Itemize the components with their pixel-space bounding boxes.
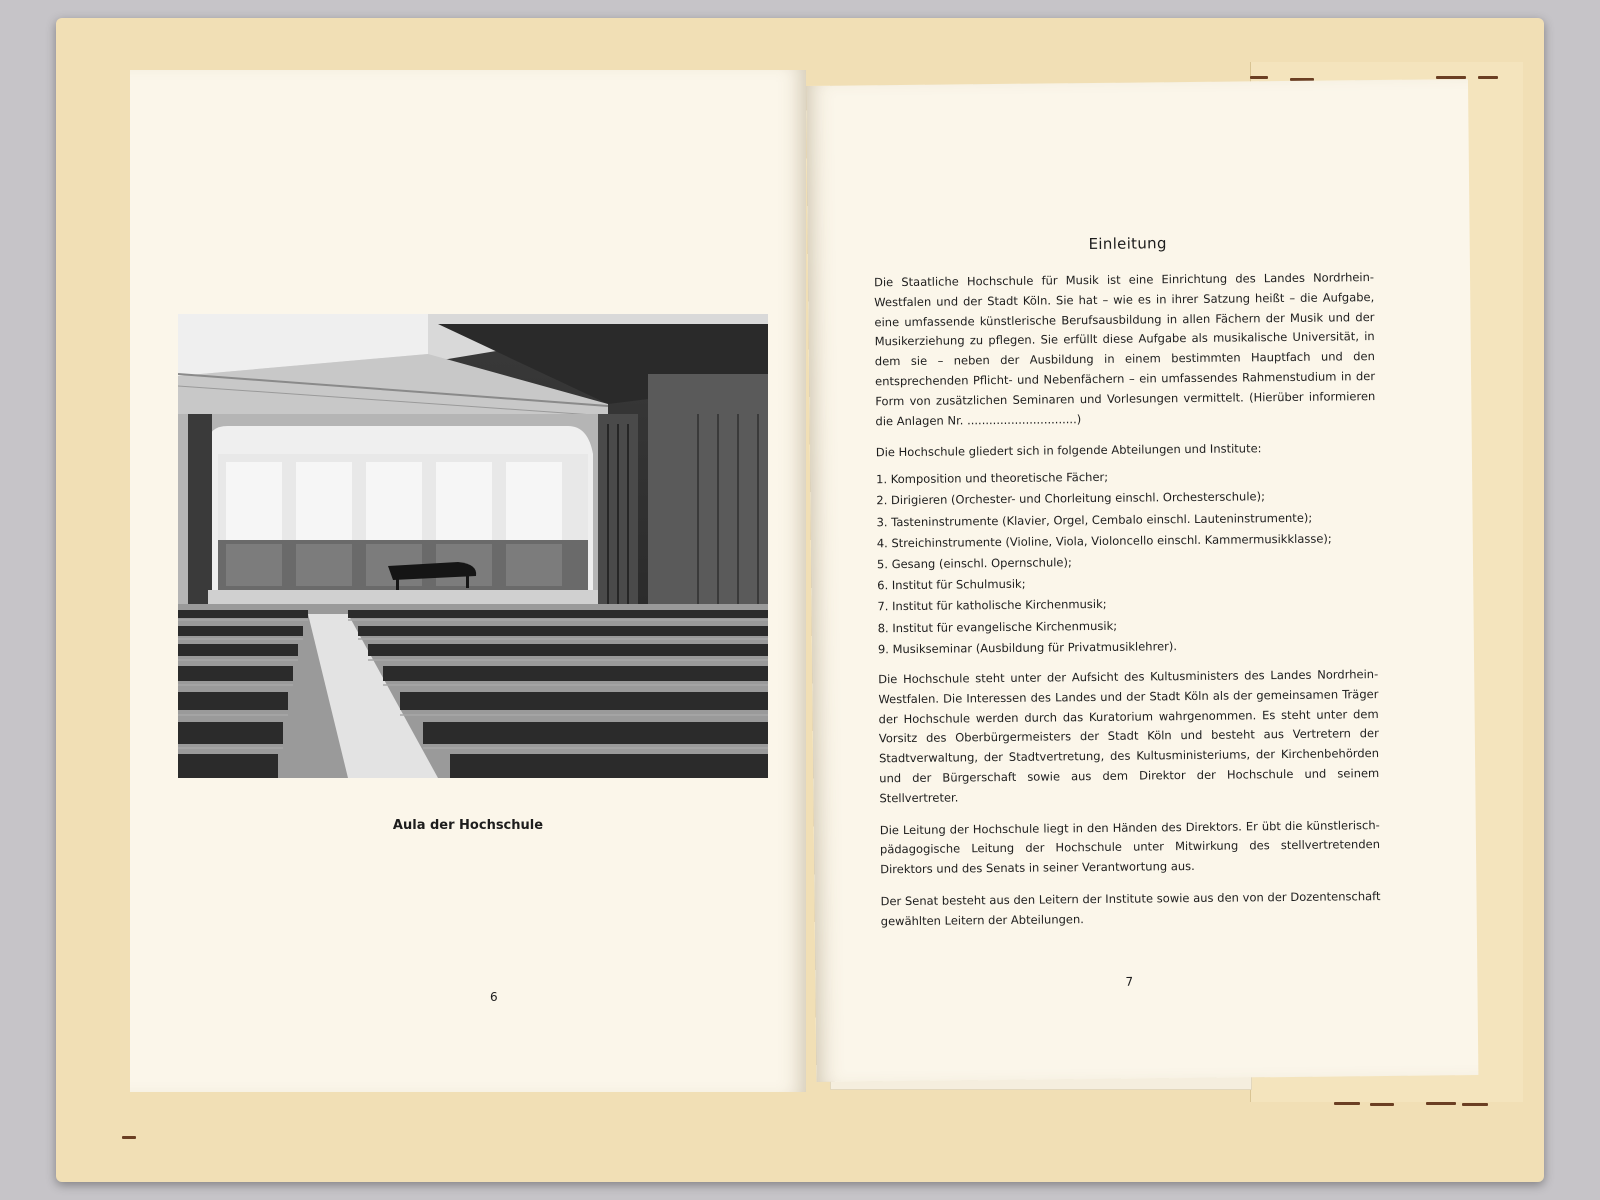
list-item: 4. Streichinstrumente (Violine, Viola, Violoncello einschl. Kammermusikklasse); xyxy=(876,531,1332,551)
section-title: Einleitung xyxy=(1088,234,1167,254)
stitch-mark xyxy=(1426,1102,1456,1105)
list-item: 3. Tasteninstrumente (Klavier, Orgel, Cembalo einschl. Lauteninstrumente); xyxy=(876,510,1313,529)
stitch-mark xyxy=(1370,1103,1394,1106)
stitch-mark xyxy=(122,1136,136,1139)
right-page xyxy=(806,79,1478,1082)
intro-paragraph: Die Staatliche Hochschule für Musik ist eine Einrichtung des Landes Nordrhein-Westfalen und der Stadt Köln. Sie hat – wie es in ihrer Satzung heißt – die Aufgabe, eine umfassende künstlerische Berufsausbildung in allen Fächern der Musik und der Musikerziehung zu pflegen. Sie erfüllt diese Aufgabe als musikalische Universität, in dem sie – neben der Ausbildung in einem bestimmten Hauptfach und den entsprechenden Pflicht- und Nebenfächern – ein umfassendes Rahmenstudium in der Form von zusätzlichen Seminaren und Vorlesungen vermittelt. (Hierüber informieren die Anlagen Nr. ..............................) xyxy=(873,270,1376,428)
list-item: 1. Komposition und theoretische Fächer; xyxy=(876,470,1109,487)
list-item: 6. Institut für Schulmusik; xyxy=(877,576,1026,593)
leadership-paragraph: Die Leitung der Hochschule liegt in den Händen des Direktors. Er übt die künstlerisch-pädagogische Leitung der Hochschule unter Mitwirkung des stellvertretenden Direktors und des Senats in seiner Verantwortung aus. xyxy=(879,817,1381,877)
list-item: 7. Institut für katholische Kirchenmusik; xyxy=(877,597,1107,614)
stitch-mark xyxy=(1462,1103,1488,1106)
list-item: 8. Institut für evangelische Kirchenmusik; xyxy=(877,618,1118,635)
page-number-right: 7 xyxy=(1125,974,1134,989)
left-page xyxy=(130,70,806,1092)
auditorium-photo xyxy=(178,314,768,778)
departments-list xyxy=(876,464,1378,660)
senate-paragraph: Der Senat besteht aus den Leitern der Institute sowie aus den von der Dozentenschaft gewählten Leitern der Abteilungen. xyxy=(880,888,1381,929)
auditorium-illustration xyxy=(178,314,768,778)
photo-caption: Aula der Hochschule xyxy=(392,818,544,833)
stitch-mark xyxy=(1334,1102,1360,1105)
supervision-paragraph: Die Hochschule steht unter der Aufsicht des Kultusministers des Landes Nordrhein-Westfalen. Die Interessen des Landes und der Stadt Köln als der gemeinsamen Träger der Hochschule werden durch das Kuratorium wahrgenommen. Es steht unter dem Vorsitz des Oberbürgermeisters der Stadt Köln und besteht aus Vertretern der Stadtverwaltung, der Stadtvertretung, des Kultusministeriums, der Kirchenbehörden und der Bürgerschaft sowie aus dem Direktor der Hochschule und seinem Stellvertreter. xyxy=(878,667,1380,806)
list-intro: Die Hochschule gliedert sich in folgende Abteilungen und Institute: xyxy=(875,441,1262,460)
list-item: 2. Dirigieren (Orchester- und Chorleitung einschl. Orchesterschule); xyxy=(876,489,1265,508)
stitch-mark xyxy=(1478,76,1498,79)
section-body xyxy=(874,268,1381,944)
list-item: 9. Musikseminar (Ausbildung für Privatmusiklehrer). xyxy=(877,638,1178,657)
list-item: 5. Gesang (einschl. Opernschule); xyxy=(876,555,1072,572)
stitch-mark xyxy=(1250,76,1268,79)
page-number-left: 6 xyxy=(490,990,498,1004)
